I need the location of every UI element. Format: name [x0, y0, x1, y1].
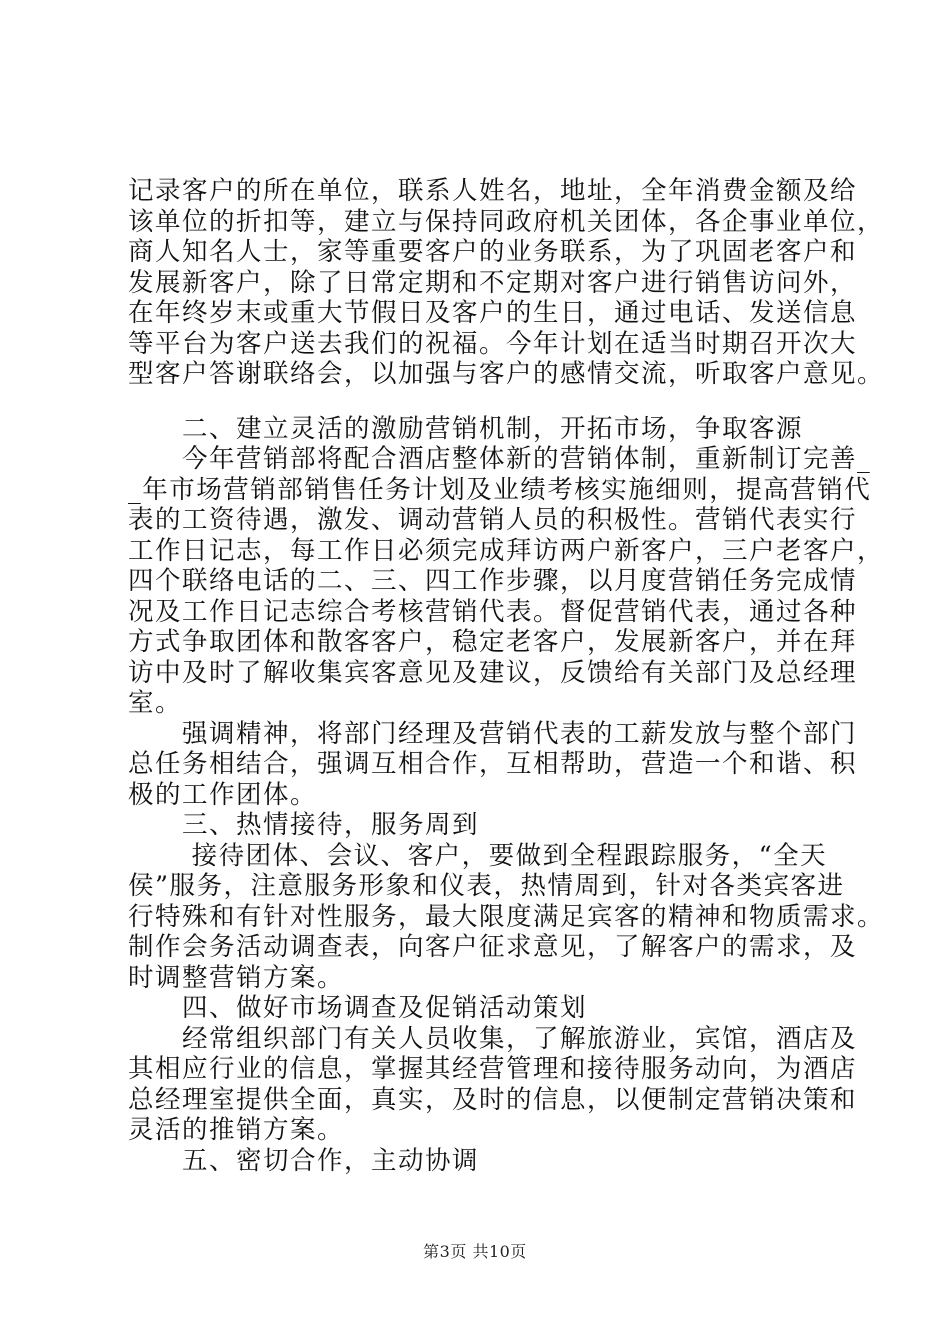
paragraph-gap: [128, 390, 868, 414]
text-line: 表的工资待遇，激发、调动营销人员的积极性。营销代表实行: [128, 505, 858, 535]
document-body: [128, 176, 885, 1176]
text-line: 方式争取团体和散客客户，稳定老客户，发展新客户，并在拜: [128, 627, 858, 657]
text-line: 强调精神，将部门经理及营销代表的工薪发放与整个部门: [128, 718, 858, 749]
text-line: 制作会务活动调查表，向客户征求意见，了解客户的需求，及: [128, 932, 858, 962]
text-line: 行特殊和有针对性服务，最大限度满足宾客的精神和物质需求。: [128, 901, 885, 932]
page-footer: [0, 1242, 950, 1262]
text-line: _年市场营销部销售任务计划及业绩考核实施细则，提高营销代: [128, 474, 872, 505]
text-line: 况及工作日记志综合考核营销代表。督促营销代表，通过各种: [128, 596, 858, 627]
text-line: 访中及时了解收集宾客意见及建议，反馈给有关部门及总经理: [128, 657, 858, 688]
text-line: 极的工作团体。: [128, 779, 318, 810]
text-line: 灵活的推销方案。: [128, 1115, 345, 1145]
text-line: 等平台为客户送去我们的祝福。今年计划在适当时期召开次大: [128, 328, 858, 359]
text-line: 时调整营销方案。: [128, 962, 345, 993]
text-line: 总经理室提供全面，真实，及时的信息，以便制定营销决策和: [128, 1084, 858, 1115]
section-heading: 四、做好市场调查及促销活动策划: [128, 993, 588, 1023]
text-line: 其相应行业的信息，掌握其经营管理和接待服务动向，为酒店: [128, 1054, 858, 1084]
text-line: 发展新客户，除了日常定期和不定期对客户进行销售访问外，: [128, 267, 858, 298]
text-line: 侯”服务，注意服务形象和仪表，热情周到，针对各类宾客进: [128, 871, 845, 901]
text-line: 总任务相结合，强调互相合作，互相帮助，营造一个和谐、积: [128, 749, 858, 779]
text-line: 商人知名人士，家等重要客户的业务联系，为了巩固老客户和: [128, 237, 858, 267]
page-number: 第3页 共10页: [423, 1242, 527, 1261]
text-line: 四个联络电话的二、三、四工作步骤，以月度营销任务完成情: [128, 566, 858, 596]
section-heading: 二、建立灵活的激励营销机制，开拓市场，争取客源: [128, 413, 804, 444]
text-line: 经常组织部门有关人员收集，了解旅游业，宾馆，酒店及: [128, 1023, 858, 1054]
text-line: 室。: [128, 688, 183, 718]
section-heading: 五、密切合作，主动协调: [128, 1145, 480, 1176]
text-line: 今年营销部将配合酒店整体新的营销体制，重新制订完善_: [128, 444, 872, 474]
text-line: 记录客户的所在单位，联系人姓名，地址，全年消费金额及给: [128, 176, 858, 206]
text-line: 该单位的折扣等，建立与保持同政府机关团体，各企事业单位，: [128, 206, 885, 237]
text-line: 在年终岁末或重大节假日及客户的生日，通过电话、发送信息: [128, 298, 858, 328]
text-line: 型客户答谢联络会，以加强与客户的感情交流，听取客户意见。: [128, 359, 885, 389]
section-heading: 三、热情接待，服务周到: [128, 810, 480, 840]
text-line: 工作日记志，每工作日必须完成拜访两户新客户，三户老客户，: [128, 535, 885, 566]
text-line: 接待团体、会议、客户，要做到全程跟踪服务，“全天: [128, 840, 828, 871]
